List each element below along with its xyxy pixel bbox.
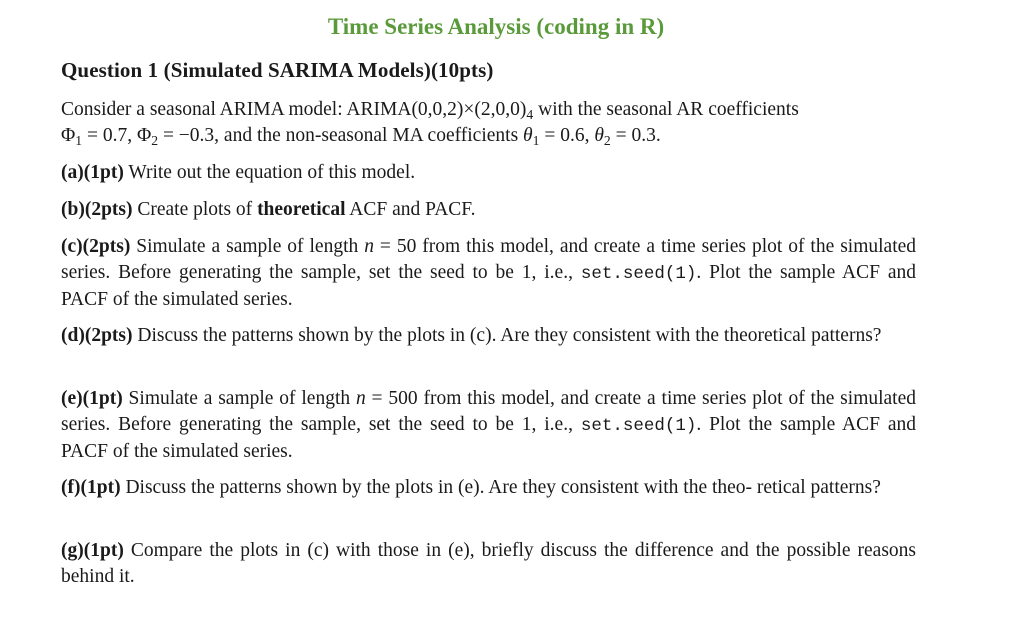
- intro-text-3: Φ: [61, 125, 76, 146]
- part-e: [61, 386, 916, 465]
- part-g-text: Compare the plots in (c) with those in (e), briefly discuss the difference and the possible reasons behind it.: [61, 540, 916, 587]
- part-b-emphasis: theoretical: [257, 199, 346, 220]
- part-b-text-1: Create plots of: [132, 199, 258, 220]
- part-a-label: (a)(1pt): [61, 162, 124, 183]
- part-e-text-1: Simulate a sample of length: [122, 388, 356, 409]
- theta-1: θ: [523, 125, 533, 146]
- question-heading: Question 1 (Simulated SARIMA Models)(10pts): [61, 58, 494, 82]
- intro-paragraph: [61, 97, 916, 149]
- intro-text-4: = 0.7, Φ: [82, 125, 152, 146]
- intro-text-1: Consider a seasonal ARIMA model: ARIMA(0,0,2)×(2,0,0): [61, 99, 527, 120]
- part-e-text-2: = 500 from this model, and create a time series plot of the simulated series. Before generating the sample, set the seed to be 1, i.e.,: [61, 388, 917, 435]
- part-e-code: set.seed(1): [580, 416, 697, 436]
- part-g-label: (g)(1pt): [61, 540, 124, 561]
- part-a: [61, 160, 916, 186]
- part-c-text-3: . Plot the sample ACF and PACF of the simulated series.: [61, 262, 916, 310]
- part-e-text-3: . Plot the sample ACF and PACF of the simulated series.: [61, 414, 916, 462]
- part-c-label: (c)(2pts): [61, 236, 131, 257]
- part-b-label: (b)(2pts): [61, 199, 133, 220]
- part-c: [61, 234, 916, 313]
- intro-text-5: = −0.3, and the non-seasonal MA coefficients: [158, 125, 524, 146]
- part-c-n-var: n: [364, 236, 374, 257]
- part-a-text: Write out the equation of this model.: [123, 162, 416, 183]
- course-title: Time Series Analysis (coding in R): [327, 14, 665, 39]
- part-b-text-2: ACF and PACF.: [345, 199, 476, 220]
- sub-3: 1: [532, 133, 540, 148]
- intro-text-2: with the seasonal AR coefficients: [533, 99, 799, 120]
- intro-text-7: = 0.3.: [610, 125, 661, 146]
- season-period: 4: [526, 107, 534, 122]
- part-d: [61, 323, 916, 349]
- part-c-text-1: Simulate a sample of length: [130, 236, 365, 257]
- theta-2: θ: [594, 125, 604, 146]
- sub-1: 1: [75, 133, 83, 148]
- part-e-label: (e)(1pt): [61, 388, 123, 409]
- part-e-n-var: n: [355, 388, 366, 409]
- part-f: [61, 475, 916, 501]
- sub-4: 2: [603, 133, 611, 148]
- sub-2: 2: [151, 133, 159, 148]
- part-f-label: (f)(1pt): [61, 477, 121, 498]
- intro-text-6: = 0.6,: [539, 125, 595, 146]
- part-g: [61, 538, 916, 590]
- part-b: [61, 197, 916, 223]
- part-f-text: Discuss the patterns shown by the plots in (e). Are they consistent with the theo- retical patterns?: [120, 477, 881, 498]
- part-d-label: (d)(2pts): [61, 325, 133, 346]
- part-d-text: Discuss the patterns shown by the plots in (c). Are they consistent with the theoretical patterns?: [132, 325, 882, 346]
- part-c-code: set.seed(1): [580, 264, 697, 284]
- part-c-text-2: = 50 from this model, and create a time series plot of the simulated series. Before generating the sample, set the seed to be 1, i.e.,: [61, 236, 917, 283]
